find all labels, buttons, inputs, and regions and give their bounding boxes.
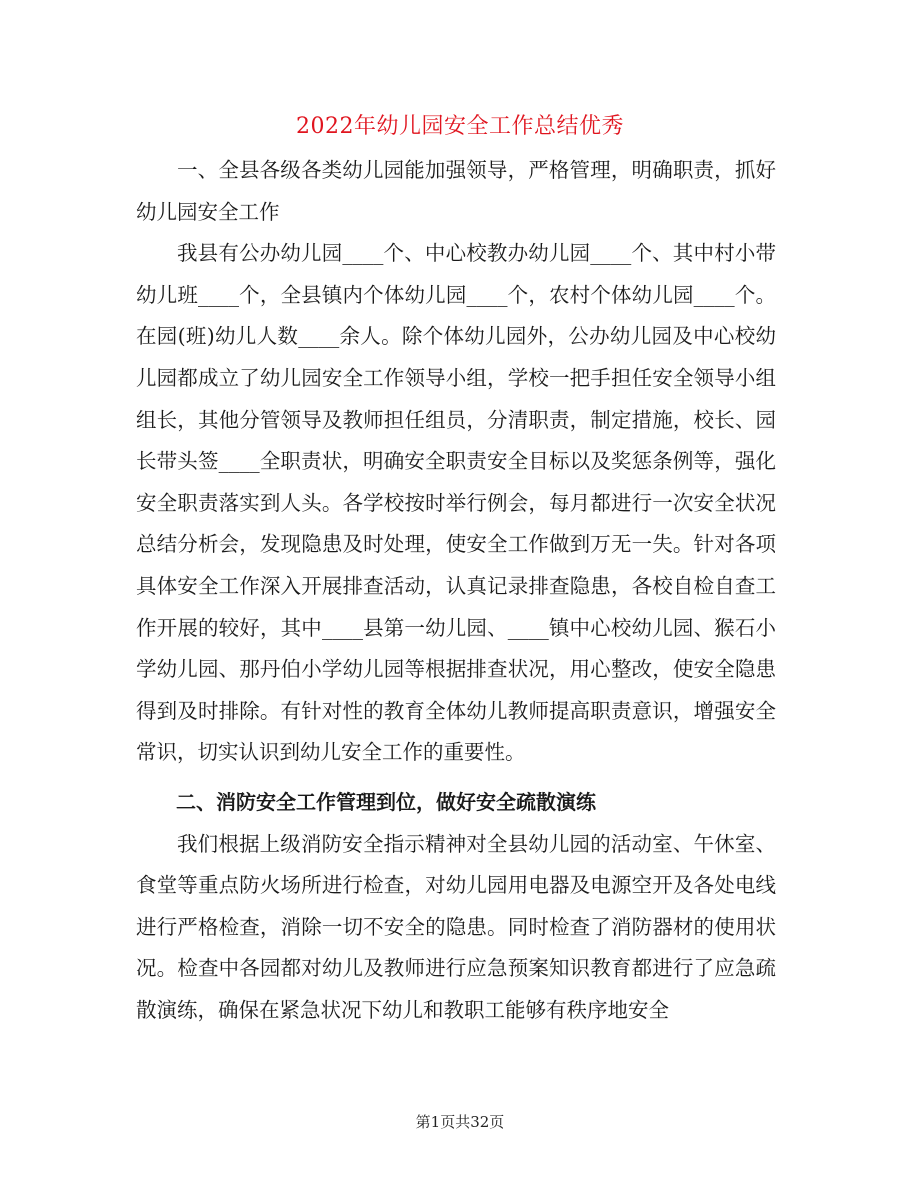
section-2-heading: 二、消防安全工作管理到位，做好安全疏散演练 [176,789,596,814]
document-title: 2022年幼儿园安全工作总结优秀 [296,114,624,139]
section-1-heading: 一、全县各级各类幼儿园能加强领导，严格管理，明确职责，抓好幼儿园安全工作 [136,158,776,224]
page-number-footer: 第1页共32页 [415,1113,505,1131]
document-body [136,150,776,1031]
section-1-paragraph: 我县有公办幼儿园____个、中心校教办幼儿园____个、其中村小带幼儿班____个，全县镇内个体幼儿园____个，农村个体幼儿园____个。在园(班)幼儿人数____余人。除个体幼儿园外，公办幼儿园及中心校幼儿园都成立了幼儿园安全工作领导小组，学校一把手担任安全领导小组组长，其他分管领导及教师担任组员，分清职责，制定措施，校长、园长带头签____全职责状，明确安全职责安全目标以及奖惩条例等，强化安全职责落实到人头。各学校按时举行例会，每月都进行一次安全状况总结分析会，发现隐患及时处理，使安全工作做到万无一失。针对各项具体安全工作深入开展排查活动，认真记录排查隐患，各校自检自查工作开展的较好，其中____县第一幼儿园、____镇中心校幼儿园、猴石小学幼儿园、那丹伯小学幼儿园等根据排查状况，用心整改，使安全隐患得到及时排除。有针对性的教育全体幼儿教师提高职责意识，增强安全常识，切实认识到幼儿安全工作的重要性。 [136,241,776,765]
section-2-paragraph: 我们根据上级消防安全指示精神对全县幼儿园的活动室、午休室、食堂等重点防火场所进行检查，对幼儿园用电器及电源空开及各处电线进行严格检查，消除一切不安全的隐患。同时检查了消防器材的使用状况。检查中各园都对幼儿及教师进行应急预案知识教育都进行了应急疏散演练，确保在紧急状况下幼儿和教职工能够有秩序地安全 [136,831,776,1022]
